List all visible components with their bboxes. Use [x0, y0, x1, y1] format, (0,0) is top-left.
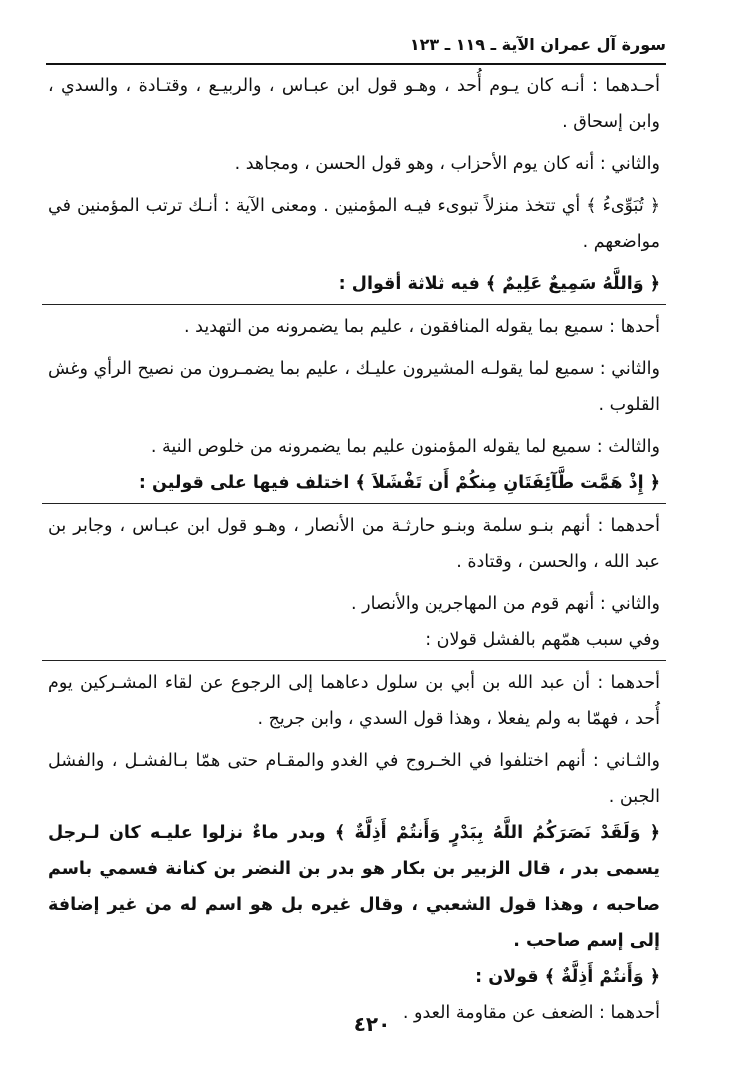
section-rule: [42, 660, 666, 661]
verse-quote: ﴿ إِذْ هَمَّت طَّآئِفَتَانِ مِنكُمْ أَن تَفْشَلاَ ﴾ اختلف فيها على قولين :: [138, 473, 660, 493]
paragraph: أحدهما : أنهم بنـو سلمة وبنـو حارثـة من الأنصار ، وهـو قول ابن عبـاس ، وجابر بن عبد الله ، والحسن ، وقتادة .: [48, 516, 660, 572]
section-rule: [42, 503, 666, 504]
paragraph: وفي سبب همّهم بالفشل قولان :: [425, 630, 660, 650]
paragraph: أحدها : سميع بما يقوله المنافقون ، عليم بما يضمرونه من التهديد .: [184, 317, 660, 337]
paragraph: أحدهما : الضعف عن مقاومة العدو .: [402, 1003, 660, 1023]
paragraph: والثاني : سميع لما يقولـه المشيرون عليـك ، عليم بما يضمـرون من نصيح الرأي وغش القلوب .: [48, 359, 660, 415]
paragraph: أحـدهما : أنـه كان يـوم أُحد ، وهـو قول ابن عبـاس ، والربيـع ، وقتـادة ، والسدي ، وابن إسحاق .: [48, 76, 660, 132]
header-rule: [46, 63, 666, 65]
paragraph: والثاني : أنه كان يوم الأحزاب ، وهو قول الحسن ، ومجاهد .: [234, 154, 660, 174]
verse-quote: ﴿ وَلَقَدْ نَصَرَكُمُ اللَّهُ بِبَدْرٍ وَأَنتُمْ أَذِلَّةٌ ﴾ وبدر ماءٌ نزلوا عليـه كان لـرجل يسمى بدر ، قال الزبير بن بكار هو بدر بن النضر بن كنانة فسمي باسم صاحبه ، وهذا قول الشعبي ، وقال غيره بل هو اسم له من غير إضافة إلى إسم صاحب .: [48, 823, 660, 951]
page-number: ٤٢٠: [353, 1012, 391, 1036]
paragraph: والثاني : أنهم قوم من المهاجرين والأنصار .: [351, 594, 660, 614]
paragraph: والثـاني : أنهم اختلفوا في الخـروج في الغدو والمقـام حتى همّا بـالفشـل ، والفشل الجبن .: [48, 751, 660, 807]
verse-quote: ﴿ وَأَنتُمْ أَذِلَّةٌ ﴾ قولان :: [475, 967, 660, 987]
section-rule: [42, 304, 666, 305]
text-body: [48, 68, 660, 1031]
verse-quote: ﴿ وَاللَّهُ سَمِيعٌ عَلِيمٌ ﴾ فيه ثلاثة أقوال :: [338, 274, 660, 294]
paragraph: والثالث : سميع لما يقوله المؤمنون عليم بما يضمرونه من خلوص النية .: [150, 437, 660, 457]
running-header: سورة آل عمران الآية ـ ١١٩ ـ ١٢٣: [409, 35, 666, 54]
paragraph: أحدهما : أن عبد الله بن أبي بن سلول دعاهما إلى الرجوع عن لقاء المشـركين يوم أُحد ، فهمّا به ولم يفعلا ، وهذا قول السدي ، وابن جريج .: [48, 673, 660, 729]
paragraph: ﴿ تُبَوِّىءُ ﴾ أي تتخذ منزلاً تبوىء فيـه المؤمنين . ومعنى الآية : أنـك ترتب المؤمنين في مواضعهم .: [48, 196, 660, 252]
